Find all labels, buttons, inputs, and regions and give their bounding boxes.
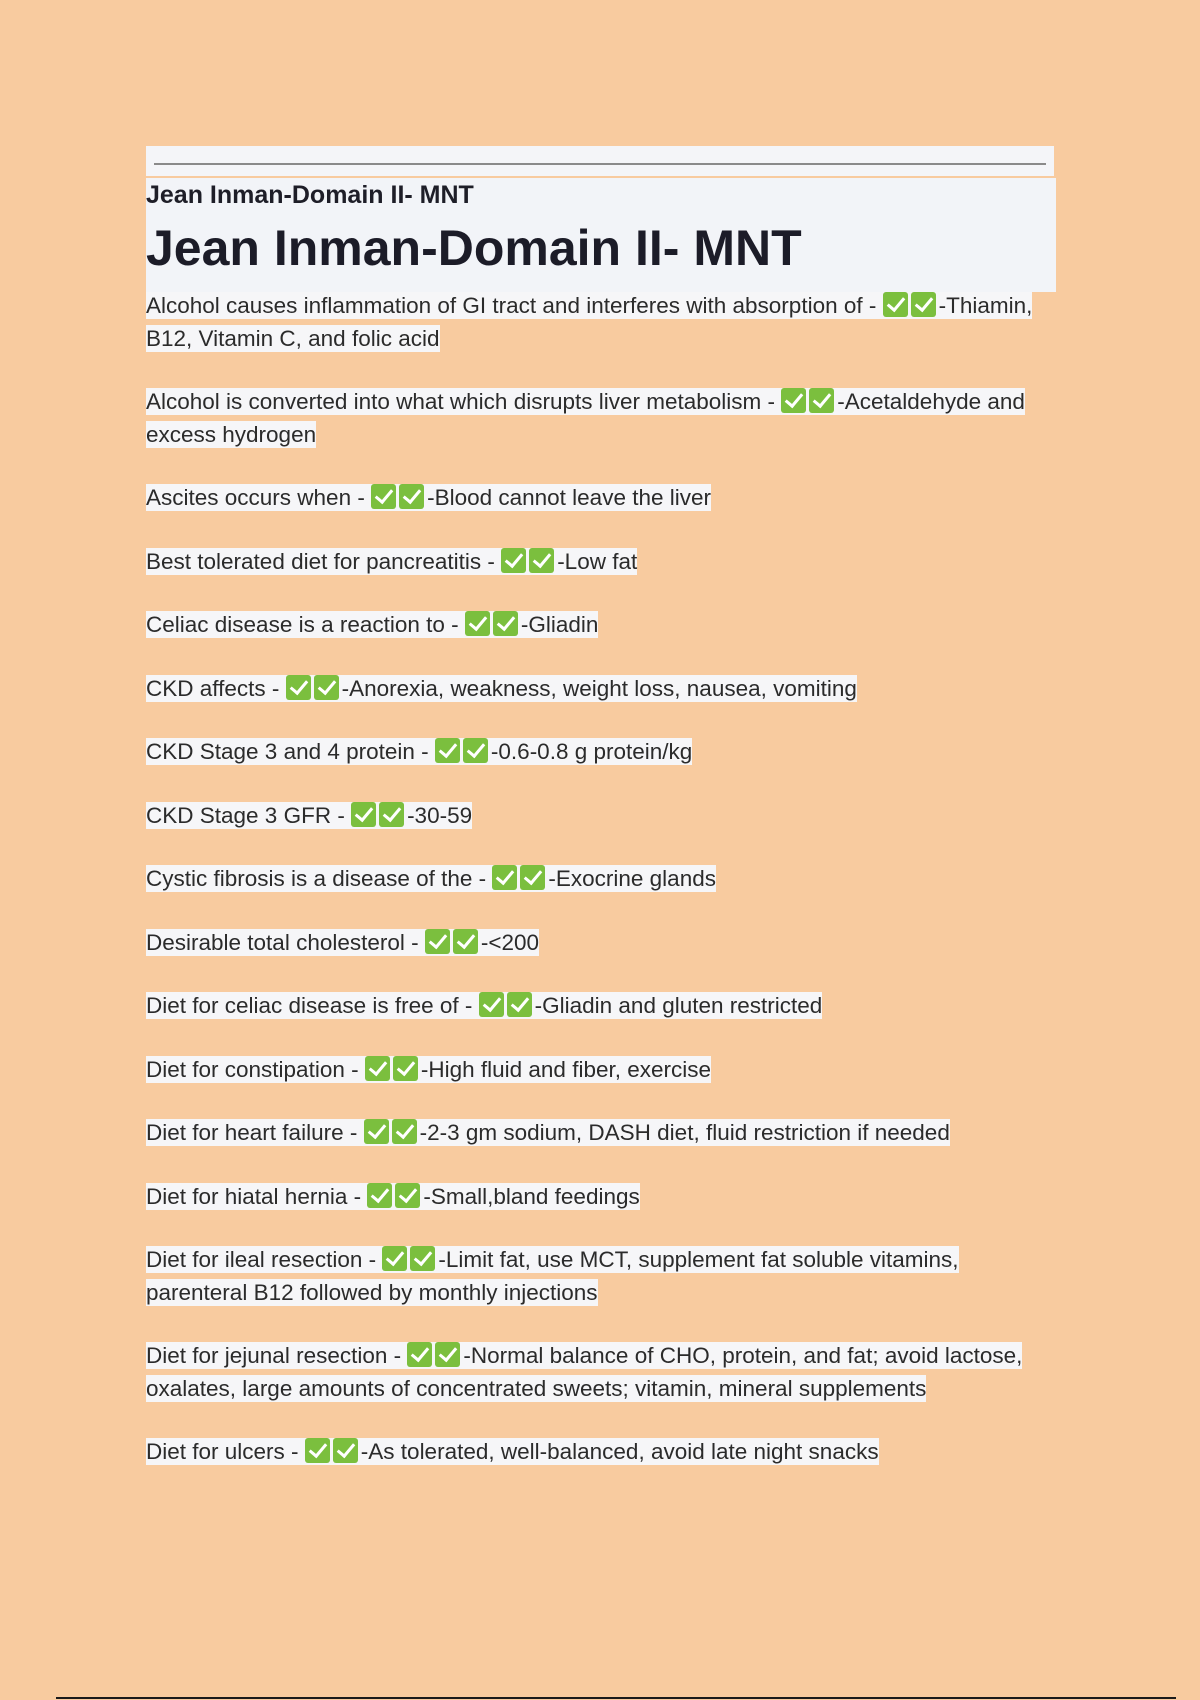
header-rule — [154, 163, 1046, 165]
check-mark-icon — [314, 675, 339, 700]
flashcard-question: Ascites occurs when - — [146, 485, 372, 510]
flashcard-text — [146, 929, 539, 956]
check-mark-icon — [305, 1438, 330, 1463]
flashcard-answer: -<200 — [480, 929, 540, 955]
flashcard-answer: -Thiamin, B12, Vitamin C, and folic acid — [146, 293, 1033, 351]
check-mark-icon — [492, 865, 517, 890]
check-mark-icon — [371, 484, 396, 509]
flashcard-answer: -Exocrine glands — [548, 866, 716, 891]
flashcard-item — [146, 386, 1056, 451]
flashcard-item — [146, 673, 1056, 706]
flashcard-answer: -High fluid and fiber, exercise — [420, 1056, 712, 1082]
check-mark-icon — [379, 802, 404, 827]
check-mark-icon — [286, 675, 311, 700]
flashcard-text — [146, 865, 716, 892]
flashcard-text — [146, 738, 692, 765]
check-mark-icon — [425, 929, 450, 954]
flashcard-question: Best tolerated diet for pancreatitis - — [146, 548, 502, 574]
check-mark-icon — [365, 1056, 390, 1081]
flashcard-text — [146, 802, 472, 829]
flashcard-text — [146, 1246, 959, 1306]
check-mark-icon — [395, 1183, 420, 1208]
check-mark-icon — [479, 992, 504, 1017]
check-mark-icon — [364, 1119, 389, 1144]
check-mark-icon — [382, 1246, 407, 1271]
flashcard-text — [146, 548, 637, 575]
flashcard-item — [146, 1244, 1056, 1309]
flashcard-item — [146, 290, 1056, 355]
flashcard-list — [146, 290, 1056, 1500]
flashcard-question: Diet for jejunal resection - — [146, 1343, 408, 1368]
check-mark-icon — [435, 1342, 460, 1367]
flashcard-answer: -Low fat — [557, 548, 638, 574]
flashcard-text — [146, 992, 822, 1019]
flashcard-item — [146, 609, 1056, 642]
flashcard-item — [146, 546, 1056, 579]
check-mark-icon — [465, 611, 490, 636]
check-mark-icon — [507, 992, 532, 1017]
flashcard-question: Diet for constipation - — [146, 1056, 365, 1082]
flashcard-question: Celiac disease is a reaction to - — [146, 612, 465, 637]
flashcard-text — [146, 1342, 1022, 1402]
check-mark-icon — [520, 865, 545, 890]
flashcard-text — [146, 484, 711, 511]
flashcard-question: Diet for ileal resection - — [146, 1247, 383, 1272]
flashcard-text — [146, 388, 1025, 448]
flashcard-item — [146, 863, 1056, 896]
flashcard-answer: -Limit fat, use MCT, supplement fat soluble vitamins, parenteral B12 followed by monthly injections — [146, 1247, 959, 1305]
document-header-box — [146, 146, 1054, 176]
flashcard-text — [146, 675, 857, 702]
flashcard-item — [146, 1181, 1056, 1214]
check-mark-icon — [463, 738, 488, 763]
flashcard-answer: -As tolerated, well-balanced, avoid late night snacks — [360, 1439, 879, 1464]
check-mark-icon — [399, 484, 424, 509]
flashcard-question: Diet for hiatal hernia - — [146, 1183, 368, 1209]
flashcard-item — [146, 1436, 1056, 1469]
flashcard-question: CKD Stage 3 and 4 protein - — [146, 739, 435, 764]
check-mark-icon — [781, 388, 806, 413]
document-title-small: Jean Inman-Domain II- MNT — [146, 181, 474, 209]
flashcard-question: Alcohol causes inflammation of GI tract and interferes with absorption of - — [146, 293, 883, 318]
check-mark-icon — [392, 1119, 417, 1144]
check-mark-icon — [501, 548, 526, 573]
flashcard-answer: -0.6-0.8 g protein/kg — [490, 739, 693, 764]
flashcard-item — [146, 482, 1056, 515]
flashcard-question: CKD Stage 3 GFR - — [146, 802, 352, 828]
flashcard-question: Alcohol is converted into what which disrupts liver metabolism - — [146, 389, 782, 414]
page-bottom-rule — [56, 1697, 1176, 1699]
flashcard-answer: -Gliadin — [520, 612, 599, 637]
flashcard-answer: -2-3 gm sodium, DASH diet, fluid restriction if needed — [419, 1120, 950, 1145]
flashcard-question: Cystic fibrosis is a disease of the - — [146, 866, 493, 891]
check-mark-icon — [407, 1342, 432, 1367]
flashcard-item — [146, 1117, 1056, 1150]
check-mark-icon — [393, 1056, 418, 1081]
check-mark-icon — [453, 929, 478, 954]
flashcard-item — [146, 927, 1056, 960]
check-mark-icon — [410, 1246, 435, 1271]
flashcard-text — [146, 1438, 879, 1465]
flashcard-question: Desirable total cholesterol - — [146, 929, 425, 955]
flashcard-answer: -Blood cannot leave the liver — [427, 485, 711, 510]
flashcard-text — [146, 1119, 950, 1146]
check-mark-icon — [883, 292, 908, 317]
flashcard-answer: -Small,bland feedings — [423, 1183, 640, 1209]
check-mark-icon — [809, 388, 834, 413]
flashcard-item — [146, 1054, 1056, 1087]
flashcard-item — [146, 800, 1056, 833]
flashcard-question: CKD affects - — [146, 675, 286, 701]
check-mark-icon — [351, 802, 376, 827]
check-mark-icon — [493, 611, 518, 636]
check-mark-icon — [435, 738, 460, 763]
flashcard-item — [146, 736, 1056, 769]
flashcard-item — [146, 990, 1056, 1023]
flashcard-text — [146, 1183, 640, 1210]
flashcard-question: Diet for ulcers - — [146, 1439, 305, 1464]
flashcard-answer: -Normal balance of CHO, protein, and fat; avoid lactose, oxalates, large amounts of concentrated sweets; vitamin, mineral supplements — [146, 1343, 1023, 1401]
check-mark-icon — [333, 1438, 358, 1463]
check-mark-icon — [911, 292, 936, 317]
flashcard-answer: -Anorexia, weakness, weight loss, nausea, vomiting — [341, 675, 857, 701]
document-title: Jean Inman-Domain II- MNT — [146, 220, 802, 276]
flashcard-text — [146, 1056, 711, 1083]
flashcard-text — [146, 611, 598, 638]
check-mark-icon — [529, 548, 554, 573]
flashcard-text — [146, 292, 1032, 352]
flashcard-answer: -Gliadin and gluten restricted — [534, 993, 823, 1018]
check-mark-icon — [367, 1183, 392, 1208]
flashcard-answer: -Acetaldehyde and excess hydrogen — [146, 389, 1025, 447]
flashcard-item — [146, 1340, 1056, 1405]
flashcard-question: Diet for heart failure - — [146, 1120, 364, 1145]
flashcard-answer: -30-59 — [407, 802, 473, 828]
flashcard-question: Diet for celiac disease is free of - — [146, 993, 479, 1018]
